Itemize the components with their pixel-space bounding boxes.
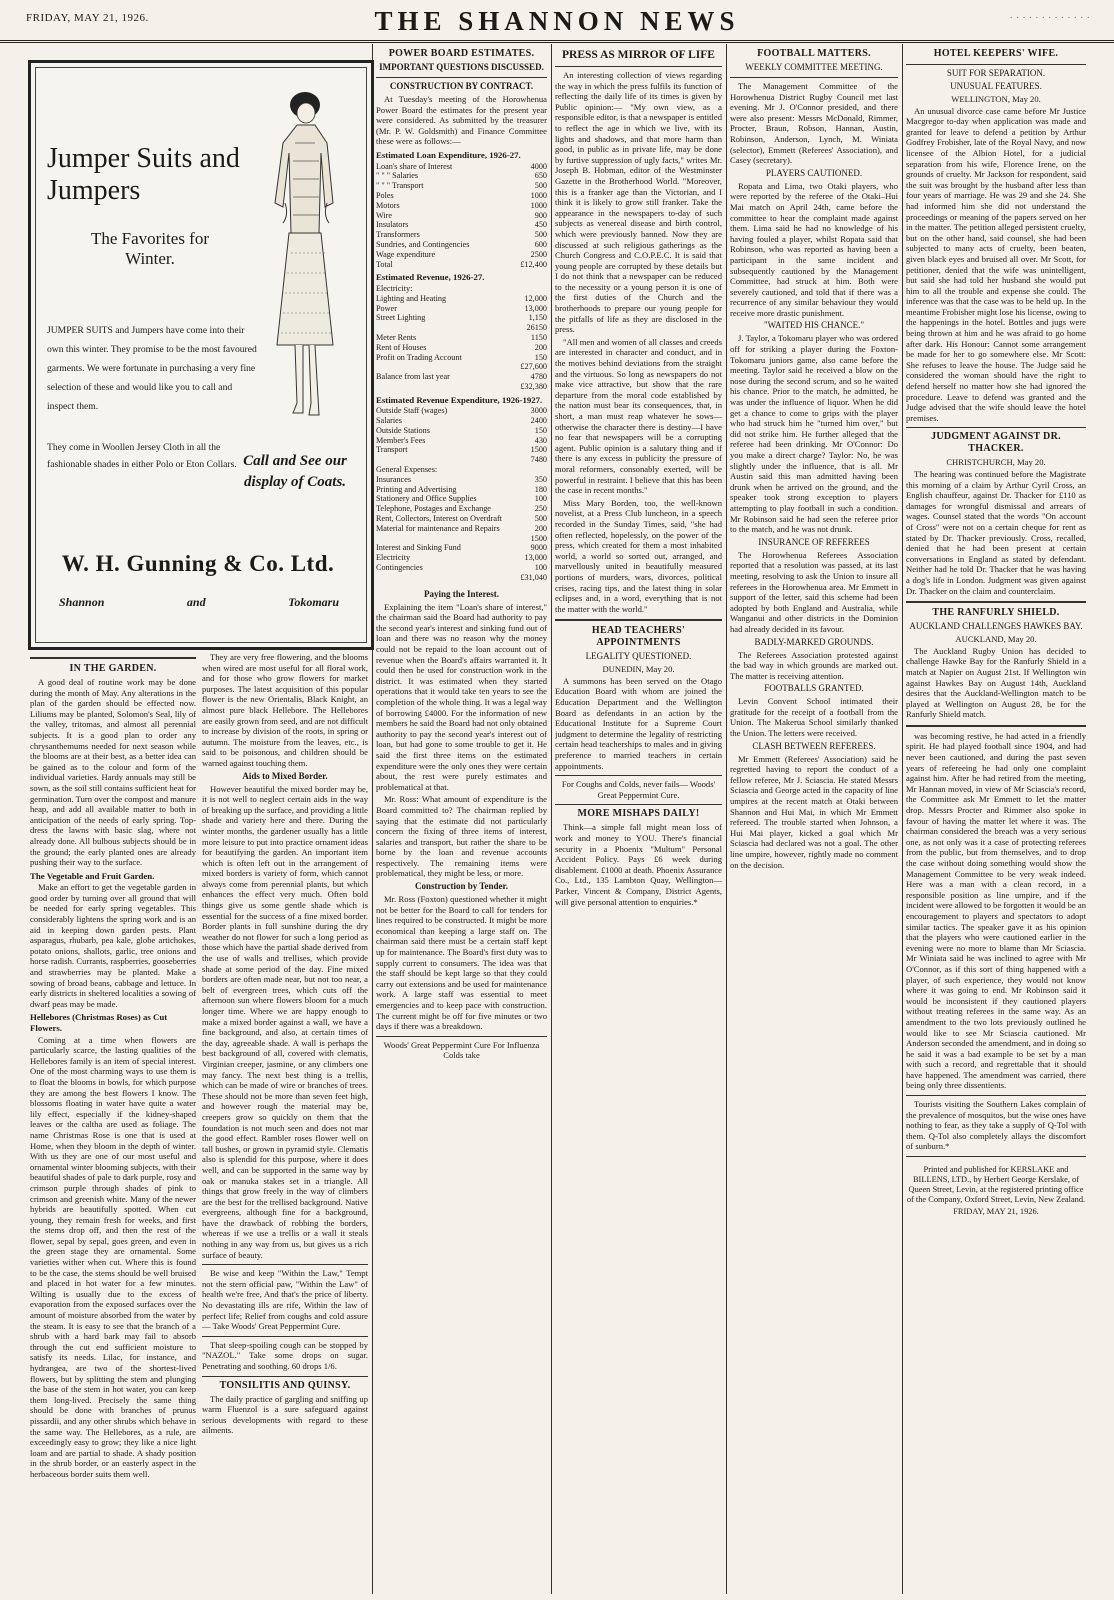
figure-row: [376, 313, 547, 323]
masthead-right-mark: · · · · · · · · · · · · ·: [1009, 12, 1090, 24]
figure-label: Contingencies: [376, 563, 423, 573]
figure-row: [376, 553, 547, 563]
ad-firm-name: W. H. Gunning & Co. Ltd.: [61, 551, 335, 576]
column-rule: [551, 44, 552, 1594]
peppermint-verse: Be wise and keep "Within the Law," Tempt not the stern official paw, "Within the Law" of health we're free, And that's the price of liberty. No devastating ills are rife, Within the law of perfect life; Relief from coughs and cold assure— Take Woods' Great Peppermint Cure.: [202, 1268, 368, 1332]
rule: [555, 66, 722, 67]
figure-row: [376, 353, 547, 363]
garden-title: IN THE GARDEN.: [69, 663, 157, 674]
figure-row: [376, 465, 547, 475]
imprint-date: FRIDAY, MAY 21, 1926.: [953, 1207, 1039, 1217]
figure-row: [376, 343, 547, 353]
garden-paragraph: Make an effort to get the vegetable garden in good order by turning over all ground that will be needed for early spring vegetables. This considerably lightens the spring work and is an aid in keeping down garden pests. Plant asparagus, rhubarb, pea kale, globe artichokes, potato onions, shallots, garlic, tree onions and horse radish. Currants, raspberries, gooseberries and strawberries may be planted. Make a sowing of broad beans, cabbage and lettuce. In early districts in sheltered localities a sowing of dwarf peas may be made.: [30, 882, 196, 1009]
ad-body: JUMPER SUITS and Jumpers have come into their own this winter. They promise to be the most favoured garments. We were fortunate in purchasing a very fine selection of these and would like you to call and inspect them.: [47, 325, 257, 412]
phoenix-insurance-advert: Think—a simple fall might mean loss of work and money to YOU. There's financial security in a Phoenix "Multum" Personal Accident Policy. Pays £6 week during disablement. £1000 at death. Phoenix Assurance Co., Ltd., 135 Lambton Quay, Wellington—Parker, Vincent & Company, District Agents, will give personal attention to enquiries.*: [555, 822, 722, 907]
figure-row: [376, 416, 547, 426]
subhead-waited-his-chance: "WAITED HIS CHANCE.": [763, 320, 865, 331]
ad-body-shades: They come in Woollen Jersey Cloth in all the fashionable shades in either Polo or Eton Collars.: [47, 442, 237, 470]
figure-label: Poles: [376, 190, 394, 200]
figure-row: [376, 191, 547, 201]
press-paragraph: An interesting collection of views regarding the way in which the press fulfils its function of reflecting the daily life of its times is given by Public opinion:— "My own view, as a responsible editor, is that a newspaper is entitled to reflect the age in which we live, with its lights and shadows, and that more harm than good, in public as in private life, may be done by furtive suppression of ugly facts," writes Mr. Joseph B. Hobman, editor of the Westminster Gazette in the Brotherhood World. "Moreover, this is a franker age than the Victorian, and I think it is likely to grow still franker. Take the appearance in the newspapers to-day of such subjects as venereal disease and birth control, which were previously banned. Now they are discussed at such religious gatherings as the Church Congress and C.O.P.E.C. It is said that young people are corrupted by these details but I do not think that a newspaper can be reduced to the necessity or a young person it is one of the first duties of the Church and the brotherhoods to prepare our young people for the pitfalls of life as they are disclosed in the press.: [555, 70, 722, 335]
column-rule: [726, 44, 727, 1594]
tonsilitis-paragraph: The daily practice of gargling and sniffing up warm Fluenzol is a sure safeguard against serious developments with regard to these ailments.: [202, 1393, 368, 1436]
figure-row: [376, 171, 547, 181]
figure-value: 450: [534, 220, 547, 230]
figure-value: 26150: [526, 323, 547, 333]
column-rule: [902, 44, 903, 1594]
revenue-heading: Estimated Revenue, 1926-27.: [376, 272, 485, 283]
power-board-paragraph: Mr. Ross: What amount of expenditure is the Board committed to? The chairman replied by saying that the estimate did not particularly concern the fixing of three items of interest, salaries and transport, but rather the share to be borne by the loan and revenue accounts respectively. The remaining items were problematical, they might be less, or more.: [376, 794, 547, 879]
figure-label: Material for maintenance and Repairs: [376, 523, 500, 533]
rule: [202, 1264, 368, 1265]
power-board-subtitle: IMPORTANT QUESTIONS DISCUSSED.: [379, 62, 544, 72]
rule: [906, 601, 1086, 603]
rule: [906, 1156, 1086, 1157]
ad-location-shannon: Shannon: [59, 595, 105, 609]
figure-label: [376, 455, 517, 465]
hotel-dateline: WELLINGTON, May 20.: [951, 94, 1041, 104]
thacker-title: JUDGMENT AGAINST DR. THACKER.: [931, 431, 1061, 455]
figure-row: [376, 475, 547, 485]
football-column: [730, 46, 898, 1594]
figure-row: [376, 494, 547, 504]
revenue-table: [376, 284, 547, 392]
figure-value: [517, 465, 547, 475]
figure-label: [376, 382, 507, 392]
football-paragraph: The Management Committee of the Horowhenua District Rugby Council met last evening. Mr J. O'Connor presided, and there were also present: Messrs McDonald, Rimmer, Procter, Braun, Robson, Hannan, Austin, Robinson, Anderson, Lynch, M. Winiata (selector), Emmett (Referees' Association), and Casey (secretary).: [730, 81, 898, 166]
figure-label: Rent of Houses: [376, 342, 427, 352]
rule: [906, 725, 1086, 727]
figure-value: £31,040: [520, 572, 547, 582]
figure-label: Telephone, Postages and Exchange: [376, 504, 491, 514]
tonsilitis-title: TONSILITIS AND QUINSY.: [219, 1379, 351, 1391]
rule: [730, 77, 898, 78]
rule: [376, 1036, 547, 1037]
subhead-footballs-granted: FOOTBALLS GRANTED.: [764, 683, 864, 694]
subhead-players-cautioned: PLAYERS CAUTIONED.: [765, 167, 863, 178]
figure-row: [376, 406, 547, 416]
figure-row: [376, 573, 547, 583]
revenue-expenditure-heading: Estimated Revenue Expenditure, 1926-1927.: [376, 394, 543, 405]
figure-value: 1000: [530, 200, 547, 210]
rule: [30, 657, 196, 659]
figure-value: 13,000: [524, 303, 547, 313]
figure-label: [376, 362, 507, 372]
figure-row: [376, 250, 547, 260]
figure-value: 4000: [530, 161, 547, 171]
hotel-subtitle: SUIT FOR SEPARATION.: [946, 68, 1046, 78]
figure-row: [376, 201, 547, 211]
subhead-badly-marked-grounds: BADLY-MARKED GROUNDS.: [754, 636, 874, 647]
ranfurly-title: THE RANFURLY SHIELD.: [932, 607, 1060, 619]
figure-label: Rent, Collectors, Interest on Overdraft: [376, 514, 502, 524]
figure-row: [376, 563, 547, 573]
figure-value: 150: [534, 425, 547, 435]
figure-value: 250: [534, 504, 547, 514]
figure-row: [376, 382, 547, 392]
figure-label: Printing and Advertising: [376, 484, 457, 494]
ad-tagline: The Favorites for Winter.: [90, 229, 210, 268]
hotel-title: HOTEL KEEPERS' WIFE.: [933, 48, 1059, 59]
garden-paragraph: A good deal of routine work may be done during the month of May. Any alterations in the plan of the garden should be effected now. Liliums may be planted, Solomon's Seal, lily of the valley, tritomas, and almost all perennial subjects. It is a good plan to order any chrysanthemums needed for next season while the blooms are at their best, as a better idea can be gained as to the colour and form of the individual varieties. Hardy annuals may still be sown, as the soil still contains sufficient heat for germination. Turn over the compost and manure heap, and add all available matter to both in anticipation of the needs of early spring. Top-dress the lawns with basic slag, where not already done. All bulbous subjects should be in the ground; the early planted ones are already pushing their way to the surface.: [30, 677, 196, 868]
figure-value: 500: [534, 230, 547, 240]
subhead-construction-tender: Construction by Tender.: [415, 881, 508, 892]
figure-label: Street Lighting: [376, 313, 426, 323]
figure-label: Insulators: [376, 220, 409, 230]
figure-value: 350: [534, 474, 547, 484]
figure-value: 9000: [530, 543, 547, 553]
masthead-date: FRIDAY, MAY 21, 1926.: [26, 12, 149, 24]
masthead: [0, 0, 1114, 43]
power-board-paragraph: Explaining the item "Loan's share of interest," the chairman said the Board had authority to pay the second year's interest and sinking fund out of loan and there was no reason why the money could not be repaid to the loan account out of revenue when the Board's affairs warranted it. It could then be used for construction work in the district. It was estimated when they started operations that it would take ten years to see the completion of the whole thing. It was a legal way of borrowing £4000. For the information of new members he said the Board had not only obtained authority to pay the second year's interest out of loan, but had gone to some trouble to get it. He said the first three items on the estimated expenditure were the only ones they were certain about, the rest were purely estimates and problematical at that.: [376, 601, 547, 792]
garden-subhead-hellebores: Hellebores (Christmas Roses) as Cut Flowers.: [30, 1012, 168, 1033]
garden-column: [30, 652, 196, 1592]
figure-value: 430: [534, 435, 547, 445]
figure-value: 1000: [530, 190, 547, 200]
figure-label: Wire: [376, 210, 393, 220]
power-board-paragraph: Mr. Ross (Foxton) questioned whether it might not be better for the Board to call for tenders for lines required to be constructed. It might be more economical than keeping a large staff on. The chairman said there must be a certain staff kept up for maintenance. The Board's first duty was to supply current to consumers. The idea was that the staff should be kept large so that they could carry out extensions and be used for maintenance work. A large staff was essential to meet emergencies and to keep pace with construction. The current might be off for five minutes or two days if there was a breakdown.: [376, 894, 547, 1032]
figure-label: Transformers: [376, 230, 420, 240]
figure-label: Electricity:: [376, 283, 413, 293]
figure-row: [376, 504, 547, 514]
ad-call-to-action: Call and See our display of Coats.: [243, 453, 347, 490]
figure-value: 150: [534, 352, 547, 362]
figure-label: [376, 573, 517, 583]
rule: [906, 1095, 1086, 1096]
figure-value: 7480: [530, 455, 547, 465]
football-paragraph: Mr Emmett (Referees' Association) said he regretted having to report the conduct of a fellow referee, Mr J. Sciascia. He stated Messrs Sciascia and George acted in the capacity of line umpires at the recent match at Otaki between Shannon and Hui Mai, in which Mr Emmett refereed. The trouble started when Johnson, a Hui Mai player, kicked a goal which Mr Sciascia had declared was not a goal. The other line umpire, however, rightly made no comment on the decision.: [730, 753, 898, 870]
garden-subhead-vegetable: The Vegetable and Fruit Garden.: [30, 870, 155, 881]
figure-label: " " " Salaries: [376, 171, 419, 181]
printer-imprint: Printed and published for KERSLAKE and BILLENS, LTD., by Herbert George Kerslake, of Queen Street, Levin, at the registered printing office of the Company, Oxford Street, Levin, New Zealand.: [906, 1165, 1086, 1205]
rule: [906, 427, 1086, 428]
football-title: FOOTBALL MATTERS.: [757, 48, 871, 59]
woman-in-jumper-suit-illustration: [249, 83, 359, 433]
figure-label: Member's Fees: [376, 435, 426, 445]
figure-value: 1500: [530, 445, 547, 455]
figure-row: [376, 323, 547, 333]
coughs-colds-advert: For Coughs and Colds, never fails— Woods' Great Peppermint Cure.: [561, 779, 716, 800]
figure-row: [376, 524, 547, 534]
loan-expenditure-heading: Estimated Loan Expenditure, 1926-27.: [376, 149, 521, 160]
figure-value: 2500: [530, 249, 547, 259]
figure-label: Wage expenditure: [376, 249, 436, 259]
subhead-insurance-referees: INSURANCE OF REFEREES: [758, 536, 870, 547]
gunning-advertisement: [28, 60, 374, 650]
figure-label: Electricity: [376, 553, 411, 563]
press-title: PRESS AS MIRROR OF LIFE: [562, 49, 715, 61]
figure-row: [376, 455, 547, 465]
figure-row: [376, 362, 547, 372]
ad-location-and: and: [186, 595, 206, 609]
figure-value: [507, 284, 548, 294]
subhead-clash-referees: CLASH BETWEEN REFEREES.: [752, 740, 876, 751]
figure-row: [376, 260, 547, 270]
ranfurly-dateline: AUCKLAND, May 20.: [955, 634, 1037, 645]
figure-value: 100: [534, 563, 547, 573]
ad-headline: Jumper Suits and Jumpers: [47, 143, 240, 206]
figure-row: [376, 220, 547, 230]
ad-locations: [59, 595, 339, 610]
subhead-aids-mixed-border: Aids to Mixed Border.: [242, 770, 328, 781]
rule: [202, 1336, 368, 1337]
football-paragraph: Levin Convent School intimated their gratitude for the receipt of a football from the Union. The Makerua School similarly thanked the Union. The letters were received.: [730, 696, 898, 739]
rule: [376, 77, 547, 78]
figure-label: Lighting and Heating: [376, 293, 447, 303]
rule: [202, 1376, 368, 1377]
hotel-subtitle-unusual: UNUSUAL FEATURES.: [950, 81, 1042, 91]
figure-row: [376, 230, 547, 240]
figure-value: 100: [534, 494, 547, 504]
garden-paragraph: Coming at a time when flowers are particularly scarce, the lasting qualities of the Hellebores family is an item of special interest. One of the most charming ways to use them is to float the blooms in bowls, for which purpose they are among the best flowers I know. The blossoms floating in water have quite a water lily effect, especially if the kidney-shaped leaves or the caltha are used as foliage. The name Christmas Rose is one that is used at Home, when they bloom in the depth of winter. With us they are one of our most useful and ornamental winter blooming subjects, with their beautiful shades of pale to dark purple, rosy and crimson purple through shades of pink to crimson and greenish white. Many of the newer hybrids are beautifully spotted. When cut young, they remain fresh for weeks, and first the stems drop off, and then the rest of the flower, sepal by sepal, goes green, and even in the green stage they are ornamental. Some varieties wither when cut. Where this is found to be the case, the stems should be well bruised and placed in hot water for a few minutes. Wilting is usually due to the excess of evaporation from the exposed surfaces over the amount of moisture absorbed from the water by the steam. It is easy to see that the branch of a shrub with a hard bark may fail to absorb through the cut end sufficient moisture to satisfy its needs. Lilac, for instance, and hydrangea, are two of the shortest-lived flowers, but by splitting the stem and plunging the base of the stem in hot water, you can keep them long-lived. Precisely the same thing should be done with branches of prunus pissardii, and any other shrubs which behave in the same way. The Hellebores, as a rule, are exceedingly easy to grow; they like a nice light loam and are partial to shade. A shady position in the shrub border, or an easterly aspect in the herbaceous border suits them well.: [30, 1034, 196, 1479]
figure-row: [376, 514, 547, 524]
figure-value: 13,000: [524, 553, 547, 563]
press-column: [555, 46, 722, 1594]
football-subtitle: WEEKLY COMMITTEE MEETING.: [745, 62, 883, 72]
rule: [555, 619, 722, 621]
figure-row: [376, 181, 547, 191]
ranfurly-paragraph: The Auckland Rugby Union has decided to challenge Hawke Bay for the Ranfurly Shield in a match at Napier on August 21st. If Wellington win against Hawkes Bay on August 14th, Auckland desires that the Auckland-Wellington match to be played at Wellington on August 28, be for the Ranfurly Shield match.: [906, 645, 1086, 720]
garden-paragraph: They are very free flowering, and the blooms when wired are most useful for all floral work, and for those who grow flowers for market purposes. The latest acquisition of this popular flower is the new Orientalis, Black Knight, an almost pure black Hellebore. The Hellebores are easily grown from seed, and are not difficult to increase by division of the roots, in spring or autumn. The moisture from the leaves, etc., is said to be poisonous, and children should be warned against touching them.: [202, 652, 368, 768]
figure-value: 500: [534, 514, 547, 524]
figure-row: [376, 162, 547, 172]
figure-value: 3000: [530, 406, 547, 416]
woods-peppermint-advert: Woods' Great Peppermint Cure For Influenza Colds take: [383, 1039, 540, 1061]
figure-label: Salaries: [376, 416, 402, 426]
figure-value: 12,000: [524, 293, 547, 303]
head-teachers-dateline: DUNEDIN, May 20.: [602, 664, 675, 675]
press-paragraph: "All men and women of all classes and creeds are interested in character and conduct, and in the motives behind deviations from the straight and the virtuous. So long as newspapers do not make vice attractive, but show that the rare departure from the moral code established by the nation must bear its consequences, that, in short, a man must reap whatever he sows—otherwise the character there is destiny—I have no fear that newspapers will be a corrupting agent. Public opinion is a salutary thing and if there is any excess in publicity the pressure of moral reformers, consonably exerted, will be powerful in restraint. I believe that this has been the case in recent months.": [555, 336, 722, 496]
figure-row: [376, 426, 547, 436]
figure-value: 200: [534, 342, 547, 352]
mishaps-title: MORE MISHAPS DAILY!: [577, 808, 700, 820]
rule: [906, 64, 1086, 65]
ad-location-tokomaru: Tokomaru: [288, 595, 339, 609]
figure-value: 1150: [530, 332, 547, 342]
figure-label: Power: [376, 303, 397, 313]
figure-value: 600: [534, 239, 547, 249]
newspaper-title: THE SHANNON NEWS: [374, 6, 740, 36]
figure-label: Loan's share of Interest: [376, 161, 453, 171]
hotel-paragraph: An unusual divorce case came before Mr Justice Macgregor to-day when application was made and granted for leave to defend a petition by Arthur Godfrey Frobisher, late of the Royal Navy, and now licensee of the Albion Hotel, for a judicial separation from his wife, Florence Irene, on the grounds of cruelty. Mr Jackson for respondent, said the suit was brought by the husband after less than four years of marriage. He was 29 and she 24. She had informed him she did not understand the proceedings or meaning of the papers served on her in the matter. The petition alleged persistent cruelty, but on the other hand, said counsel, she had been subjected to many acts of cruelty, been beaten, given black eyes and bruised all over. Mr Scott, for petitioner, denied that the wife was unintelligent, but said she had told her husband she would put him to all the trouble and expense she could. The inference was that the case was to be held up. In the meantime Frobisher might lose his license, owing to the happenings in the hotel. Bottles and jugs were being thrown at him and he was afraid to go home after dark. His Honour: Cannot some arrangement be made for her to go somewhere else. Mr Scott: She refuses to leave the house. The Judge said he considered the woman should have the right to defend herself no matter how she had ignored the procedure. Leave to defend was granted and the Judge advised that the wife should leave the hotel premises.: [906, 105, 1086, 423]
figure-label: [376, 534, 517, 544]
nazol-advert: That sleep-spoiling cough can be stopped by "NAZOL." Take some drops on sugar. Penetrating and soothing. 60 drops 1/6.: [202, 1339, 368, 1371]
thacker-paragraph: The hearing was continued before the Magistrate this morning of a claim by Arthur Cyril Cross, an English chauffeur, against Dr. Thacker for £110 as damages for wrongful dismissal and arrears of wages. Counsel stated that the words "On account of Cross" were not on a certain cheque for rent as stated by Dr. Thacker previously. Cross, recalled, denied that he had been present at certain conversations in England as stated by defendant. Neither had he told Dr. Thacker that he was having a dog's life in London. Judgment was given against Dr. Thacker on the claim and counterclaim.: [906, 469, 1086, 596]
rule: [555, 804, 722, 805]
figure-row: [376, 445, 547, 455]
figure-row: [376, 436, 547, 446]
figure-label: [376, 323, 507, 333]
figure-label: Profit on Trading Account: [376, 352, 462, 362]
revenue-expenditure-table: [376, 406, 547, 582]
figure-label: Total: [376, 259, 393, 269]
figure-label: " " " Transport: [376, 181, 424, 191]
figure-row: [376, 240, 547, 250]
football-paragraph: The Horowhenua Referees Association reported that a resolution was passed, at its last meeting, resolving to ask the Union to insure all referees in the Horowhenua area. Mr Emmett in support of the letter, said this scheme had been adopted by both England and Australia, while Wanganui and other districts in the Dominion had already decided in its favour.: [730, 549, 898, 634]
power-board-title: POWER BOARD ESTIMATES.: [388, 48, 535, 59]
figure-row: [376, 534, 547, 544]
figure-value: £32,380: [520, 381, 547, 391]
thacker-dateline: CHRISTCHURCH, May 20.: [946, 457, 1046, 468]
figure-value: £27,600: [520, 362, 547, 372]
figure-label: Transport: [376, 445, 408, 455]
figure-row: [376, 294, 547, 304]
subhead-paying-interest: Paying the Interest.: [423, 588, 500, 599]
figure-row: [376, 304, 547, 314]
figure-value: 200: [534, 523, 547, 533]
ranfurly-subtitle: AUCKLAND CHALLENGES HAWKES BAY.: [909, 621, 1083, 632]
figure-value: £12,400: [520, 259, 547, 269]
figure-row: [376, 333, 547, 343]
garden-paragraph: However beautiful the mixed border may be, it is not well to neglect certain aids in the way of breaking up the surface, and providing a little shade and variety here and there. During the winter months, the gardener usually has a little more leisure to put into practice ornament ideas for beautifying the garden. An important item which is often left out in the arrangement of mixed borders is variety of form, which cannot always come from perennial plants, but which enhances the effect very much. Often bold things give us some gentle shade which is essential for the success of a fine mixed border. Border plants in full sunshine during the dry weather do not flower for such a long period as those which have the partial shade derived from the use of walls and trellises, which provide shade at some period of the day. Fine mixed borders are often made near, but not too near, a belt of evergreen trees, which cuts off the afternoon sun where flowers bloom for a much longer time. Where we are happy enough to make a mixed border against a wall, we have a fine background, and also, at certain times of the day, agreeable shade. A wall is perhaps the best background of all, covered with clematis, Virginian creeper, jasmine, or any climbers one may fancy. The next best thing is a trellis, which can be made of wire or branches of trees. These should not be more than seven feet high, and however rough the material may be, creepers grow so quickly on them that the foundation is not much seen and does not mar the good effect. Rambler roses flower well on tall bushes, or grown in pyramid style. Clematis also is splendid for this purpose, where it does well, and can be supported in the same way by oak or manuka stakes set in a triangle. All things that grow freely in the way of climbers are the best for the trellised background. Native evergreens, although fine for a background, have the drawback of robbing the borders, whereas if we use a trellis or a wall it steals nothing in any way from us, but gives us a rich surface of beauty.: [202, 783, 368, 1260]
figure-value: 1500: [530, 533, 547, 543]
press-paragraph: Miss Mary Borden, too, the well-known novelist, at a Press Club luncheon, in a speech recorded in the Sunday Times, said, "she had often reflected, hopelessly, on the power of the press, which created for them a most inhabited world, a world so sorted out, arranged, and marvellously united in beautifully measured portions of murders, wars, divorces, political crises, racing tips, and the latest thing in solar eclipses and, in a word, everything that is not the matter with the world.": [555, 497, 722, 614]
football-continued-paragraph: was becoming restive, he had acted in a friendly spirit. He had played football since 1904, and had never been cautioned, and during the past seven years of refereeing he had only one complaint against him. After he had retired from the meeting, Mr Hannan moved, in view of Mr Sciascia's record, the Committee ask Mr Emmett to let the matter drop. Messrs Procter and Rimmer also spoke in favour of having the matter let where it was. The chairman considered the breach was a very serious one, as not only was it a case of protecting referees from the public, but from themselves, and to drop the case without doing something would show the Management Committee to be very weak indeed. Here was a man with a clean record, in a responsible position as line umpire, and if the incident were allowed to be forgotten it would be an encouragement to players and spectators to adopt similar tactics. The speaker gave it as his opinion that the players who were cautioned earlier in the evening were no more to blame than Mr Sciascia. Mr Winiata said he was inclined to agree with Mr O'Connor, as if this sort of thing happened with a player, of such experience, they would not know where it was going to end. Mr Robinson said it would be inconsistent if they cautioned players without treating referees in the same way. As an amendment to the two lots previously outlined he would like to see Mr Sciascia cautioned. Mr Anderson seconded the amendment, and in doing so he said it was a bad example to be set by a man with such a record, and regrettable that it should have happened. The amendment was carried, there being only three dissentients.: [906, 730, 1086, 1091]
football-paragraph: J. Taylor, a Tokomaru player who was ordered off for striking a player during the Foxton-Tokomaru juniors game, also came before the meeting. Taylor said he received a blow on the nose during the second scrum, and so he waited his chance. Prior to the match, he admitted, he was under the influence of liquor. When he did get a chance to come to grips with the player who had struck him he "turned him over," but did not strike him. He further alleged that the referee had been drinking. Mr O'Connor: Do you make a direct charge? Taylor: No, he was slightly under the influence, that is all. Mr Austin said this man admitted having been drunk when he arrived on the ground, and the speaker took strong exception to players attempting to play football in such a condition. Mr Robinson said he had seen the referee prior to the match, and he was not drunk.: [730, 333, 898, 535]
figure-value: 1,150: [528, 313, 547, 323]
head-teachers-subtitle: LEGALITY QUESTIONED.: [585, 651, 692, 662]
figure-label: Interest and Sinking Fund: [376, 543, 461, 553]
figure-value: 2400: [530, 416, 547, 426]
figure-label: General Expenses:: [376, 465, 438, 475]
garden-continued-column: [202, 652, 368, 1592]
figure-label: Insurances: [376, 474, 412, 484]
figure-label: Stationery and Office Supplies: [376, 494, 477, 504]
figure-label: Balance from last year: [376, 372, 450, 382]
figure-label: Meter Rents: [376, 332, 417, 342]
power-board-subtitle-contract: CONSTRUCTION BY CONTRACT.: [389, 81, 534, 91]
rule: [555, 775, 722, 776]
figure-row: [376, 372, 547, 382]
figure-value: 4780: [530, 372, 547, 382]
figure-label: Motors: [376, 200, 400, 210]
qtol-advert: Tourists visiting the Southern Lakes complain of the prevalence of mosquitos, but the wise ones have nothing to fear, as they take a supply of Q-Tol with them. Q-Tol also completely allays the discomfort of sunburn.*: [906, 1099, 1086, 1152]
figure-value: 900: [534, 210, 547, 220]
head-teachers-title: HEAD TEACHERS' APPOINTMENTS: [591, 625, 686, 649]
hotel-column: [906, 46, 1086, 1594]
football-paragraph: The Referees Association protested against the bad way in which grounds are marked out. The matter is receiving attention.: [730, 649, 898, 681]
power-board-column: [376, 46, 547, 1594]
figure-label: Sundries, and Contingencies: [376, 239, 470, 249]
figure-row: [376, 284, 547, 294]
head-teachers-paragraph: A summons has been served on the Otago Education Board with whom are joined the Education Department and the Wellington Board as defendants in an action by the Educational Institute for a Supreme Court judgment to determine the legality of restricting certain head teacherships to males and in giving preference to married teachers in certain appointments.: [555, 675, 722, 771]
figure-label: Outside Staff (wages): [376, 406, 448, 416]
football-paragraph: Ropata and Lima, two Otaki players, who were reported by the referee of the Otaki–Hui Mai match on April 24th, came before the committee to hear the complaint made against them. Lima said he had no knowledge of his having fouled a player, whilst Ropata said that Robinson, who was reported as having been a participant in the same incident and subsequently cautioned by the Management Committee, had struck at him. Both were severely cautioned, and told that if there was a recurrence of any similar behaviour they would receive more drastic punishment.: [730, 180, 898, 318]
figure-label: Outside Stations: [376, 425, 430, 435]
figure-row: [376, 211, 547, 221]
figure-value: 650: [534, 171, 547, 181]
loan-expenditure-table: [376, 162, 547, 270]
figure-row: [376, 543, 547, 553]
figure-value: 180: [534, 484, 547, 494]
figure-row: [376, 485, 547, 495]
figure-value: 500: [534, 181, 547, 191]
power-board-intro: At Tuesday's meeting of the Horowhenua Power Board the estimates for the present year were considered. As submitted by the treasurer (Mr. P. W. Goldsmith) and Finance Committee these were as follows:—: [376, 94, 547, 147]
